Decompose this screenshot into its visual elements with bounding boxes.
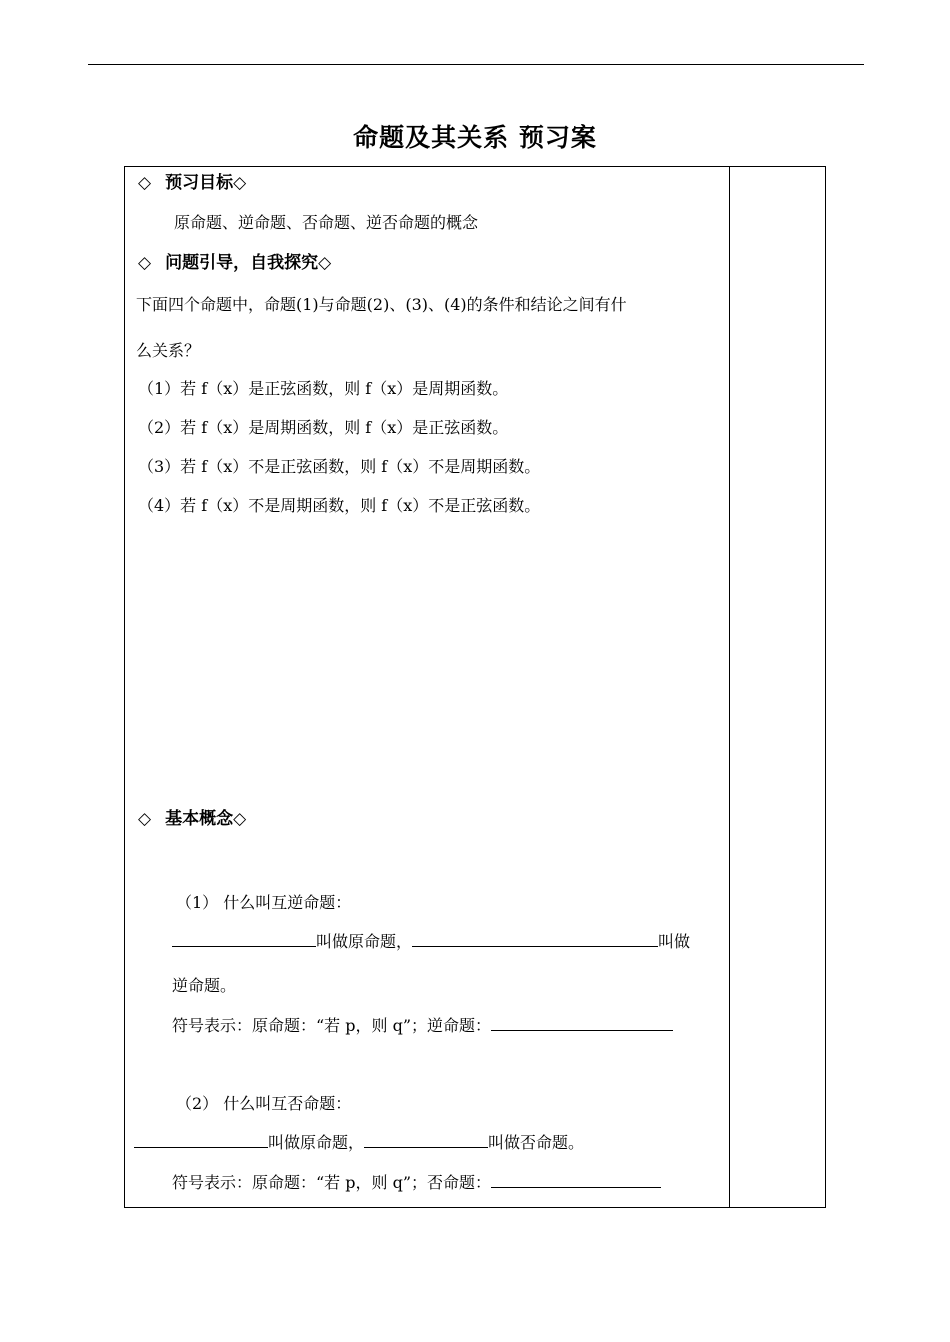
fill-blank[interactable]	[364, 1131, 488, 1148]
question-1-symbol-line: 符号表示：原命题：“若 p，则 q”；逆命题：	[172, 1014, 673, 1037]
page-title: 命题及其关系 预习案	[353, 123, 597, 152]
fill-blank[interactable]	[172, 930, 316, 947]
diamond-icon: ◇	[138, 173, 152, 193]
question-1-continuation: 逆命题。	[172, 976, 237, 995]
question-1-fill-line: 叫做原命题， 叫做	[172, 930, 690, 953]
diamond-icon: ◇	[138, 809, 152, 829]
fill-blank[interactable]	[134, 1131, 268, 1148]
goals-text: 原命题、逆命题、否命题、逆否命题的概念	[174, 213, 479, 232]
fill-blank[interactable]	[412, 930, 658, 947]
proposition-item-1: （1）若 f（x）是正弦函数，则 f（x）是周期函数。	[138, 379, 509, 398]
diamond-icon: ◇	[138, 253, 152, 273]
question-2-fill-line: 叫做原命题， 叫做否命题。	[134, 1131, 584, 1154]
section-heading-inquiry: ◇ 问题引导，自我探究◇	[138, 253, 332, 273]
proposition-item-3: （3）若 f（x）不是正弦函数，则 f（x）不是周期函数。	[138, 457, 541, 476]
content-table	[124, 166, 826, 1208]
question-2-symbol-line: 符号表示：原命题：“若 p，则 q”；否命题：	[172, 1171, 661, 1194]
fill-blank[interactable]	[491, 1014, 673, 1031]
question-2-label: （2） 什么叫互否命题：	[176, 1094, 352, 1113]
section-heading-goals: ◇ 预习目标◇	[138, 173, 247, 193]
question-1-label: （1） 什么叫互逆命题：	[176, 893, 352, 912]
proposition-item-2: （2）若 f（x）是周期函数，则 f（x）是正弦函数。	[138, 418, 509, 437]
header-rule	[88, 64, 864, 65]
fill-blank[interactable]	[491, 1171, 661, 1188]
proposition-item-4: （4）若 f（x）不是周期函数，则 f（x）不是正弦函数。	[138, 496, 541, 515]
inquiry-intro-line1: 下面四个命题中，命题(1)与命题(2)、(3)、(4)的条件和结论之间有什	[136, 295, 627, 314]
margin-column-divider	[729, 166, 730, 1208]
section-heading-concepts: ◇ 基本概念◇	[138, 809, 247, 829]
inquiry-intro-line2: 么关系？	[136, 341, 201, 360]
